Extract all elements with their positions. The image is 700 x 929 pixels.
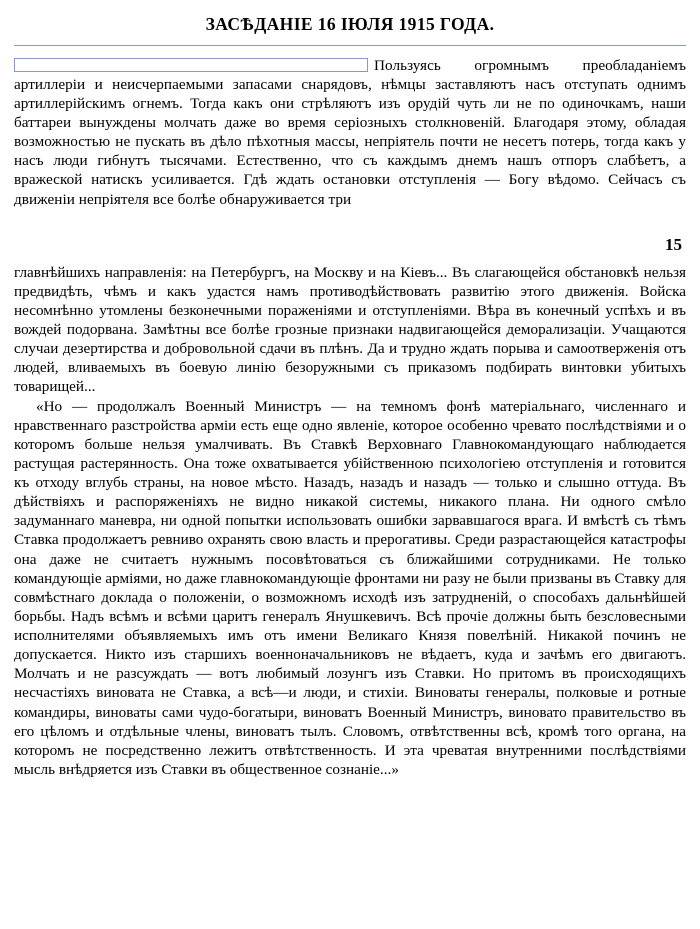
body-paragraph-2: «Но — продолжалъ Военный Министръ — на темномъ фонѣ матеріальнаго, численнаго и нравственнаго разстройства арміи есть еще одно явленіе, которое особенно чревато послѣдствіями и о которомъ больше нельзя умалчивать. Въ Ставкѣ Верховнаго Главнокомандующаго наблюдается растущая растерянность. Она тоже охватывается убійственною психологіею отступленія и готовится къ отходу вглубь страны, на новое мѣсто. Назадъ, назадъ и назадъ — только и слышно оттуда. Въ дѣйствіяхъ и распоряженіяхъ не видно никакой системы, никакого плана. Ни одного смѣло задуманнаго маневра, ни одной попытки использовать ошибки зарвавшагося врага. И вмѣстѣ съ тѣмъ Ставка продолжаетъ ревниво охранять свою власть и прерогативы. Среди разрастающейся катастрофы она даже не считаетъ нужнымъ посовѣтоваться съ ближайшими сотрудниками. Не только командующіе арміями, но даже главнокомандующіе фронтами ни разу не были призваны въ Ставку для совмѣстнаго доклада о положеніи, о возможномъ исходѣ изъ затрудненій, о способахъ дальнѣйшей борьбы. Надъ всѣмъ и всѣми царитъ генералъ Янушкевичъ. Всѣ прочіе должны быть безсловесными исполнителями объявляемыхъ имъ отъ имени Великаго Князя повелѣній. Никакой починъ не допускается. Никто изъ старшихъ военноначальниковъ не вѣдаетъ, куда и зачѣмъ его двигаютъ. Молчать и не разсуждать — вотъ любимый лозунгъ изъ Ставки. Но притомъ въ происходящихъ несчастіяхъ виновата не Ставка, а всѣ—и люди, и стихіи. Виноваты генералы, полковые и ротные командиры, виноваты сами чудо-богатыри, виноватъ Военный Министръ, виновато правительство въ его цѣломъ и отдѣльные члены, виноватъ тылъ. Словомъ, отвѣтственны всѣ, кромѣ того органа, на которомъ не посредственно лежитъ отвѣтственность. И эта чреватая внутренними послѣдствіями мысль внѣдряется изъ Ставки въ общественное сознаніе...» <box>14 397 686 778</box>
top-paragraph-text: Пользуясь огромнымъ преобладаніемъ артиллеріи и неисчерпаемыми запасами снарядовъ, нѣмцы заставляютъ насъ отступать однимъ артиллерійскимъ огнемъ. Тогда какъ они стрѣляютъ изъ орудій чуть ли не по одиночкамъ, наши баттареи вынуждены молчать даже во время серіозныхъ столкновеній. Благодаря этому, обладая возможностью не пускать въ дѣло пѣхотныя массы, непріятель почти не несетъ потерь, тогда какъ у насъ люди гибнутъ тысячами. Естественно, что съ каждымъ днемъ нашъ отпоръ слабѣетъ, а вражеской натискъ усиливается. Гдѣ ждать остановки отступленія — Богу вѣдомо. Сейчасъ съ движеніи непріятеля все болѣе обнаруживается три <box>14 57 686 208</box>
page-number: 15 <box>665 234 682 254</box>
page-title: ЗАСѢДАНІЕ 16 ІЮЛЯ 1915 ГОДА. <box>205 14 495 34</box>
top-paragraph-block <box>14 56 686 209</box>
body-block <box>14 263 686 779</box>
redaction-box <box>14 58 368 72</box>
title-divider <box>14 45 686 46</box>
body-paragraph-1: главнѣйшихъ направленія: на Петербургъ, на Москву и на Кіевъ... Въ слагающейся обстановкѣ нельзя предвидѣть, чѣмъ и какъ удастся намъ противодѣйствовать развитію этого движенія. Войска несомнѣнно утомлены безконечными пораженіями и отступленіями. Вѣра въ конечный успѣхъ и въ вождей подорвана. Замѣтны все болѣе грозные признаки надвигающейся деморализаціи. Учащаются случаи дезертирства и добровольной сдачи въ плѣнъ. Да и трудно ждать порыва и самоотверженія отъ людей, вливаемыхъ въ боевую линію безоружными съ приказомъ подбирать винтовки убитыхъ товарищей... <box>14 263 686 396</box>
document-page <box>0 14 700 929</box>
